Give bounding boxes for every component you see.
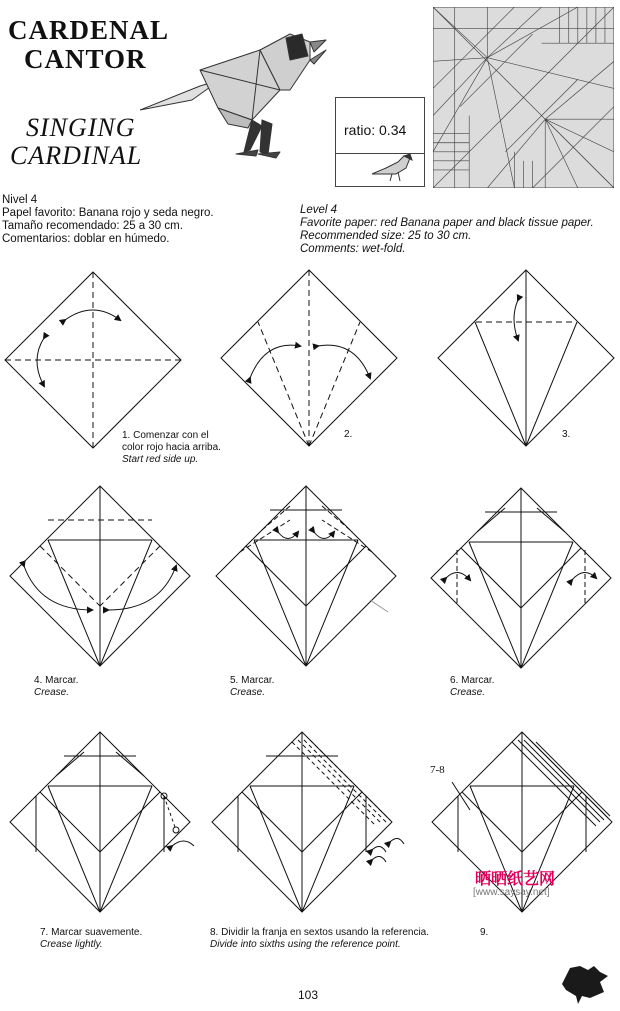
title-en-line2: CARDINAL	[10, 141, 143, 170]
step-1-caption	[122, 430, 221, 466]
step-2-diagram	[221, 270, 397, 446]
step-9-reference-label: 7-8	[430, 764, 445, 776]
step-7-text-en: Crease lightly.	[40, 939, 103, 950]
step-8-text-es: 8. Dividir la franja en sextos usando la referencia.	[210, 927, 430, 938]
step-6-text-es: 6. Marcar.	[450, 675, 495, 686]
size-en: Recommended size: 25 to 30 cm.	[300, 230, 472, 242]
step-6-diagram	[431, 488, 611, 668]
level-en: Level 4	[300, 204, 338, 216]
step-5-caption	[230, 675, 274, 699]
comments-es: Comentarios: doblar en húmedo.	[2, 233, 170, 245]
step-8-text-en: Divide into sixths using the reference point.	[210, 939, 401, 950]
step-5-diagram	[216, 486, 396, 666]
step-6-text-en: Crease.	[450, 687, 486, 698]
step-9-caption	[480, 927, 488, 939]
step-5-text-es: 5. Marcar.	[230, 675, 275, 686]
paper-en: Favorite paper: red Banana paper and black tissue paper.	[300, 217, 594, 229]
title-es-line2: CANTOR	[24, 44, 147, 74]
step-8-diagram	[212, 732, 404, 912]
step-4-diagram	[10, 486, 190, 666]
step-9-number: 9.	[480, 927, 489, 938]
step-1-text-en: Start red side up.	[122, 454, 199, 465]
comments-en: Comments: wet-fold.	[300, 243, 406, 255]
step-7-text-es: 7. Marcar suavemente.	[40, 927, 143, 938]
step-8-caption	[210, 927, 429, 951]
paper-es: Papel favorito: Banana rojo y seda negro.	[2, 207, 214, 219]
bird-silhouette-icon	[560, 962, 612, 1006]
title-en-line1: SINGING	[26, 113, 136, 142]
step-7-caption	[40, 927, 142, 951]
step-3-number: 3.	[562, 429, 571, 440]
page-number: 103	[298, 988, 319, 1002]
size-es: Tamaño recomendado: 25 a 30 cm.	[2, 220, 183, 232]
step-4-text-en: Crease.	[34, 687, 70, 698]
step-2-caption	[344, 429, 352, 441]
title-es-line1: CARDENAL	[8, 15, 170, 45]
step-1-text-es-2: color rojo hacia arriba.	[122, 442, 221, 453]
step-6-caption	[450, 675, 494, 699]
step-5-text-en: Crease.	[230, 687, 266, 698]
step-3-diagram	[438, 270, 614, 446]
step-7-diagram	[10, 732, 194, 912]
ratio-label: ratio: 0.34	[344, 122, 407, 138]
step-4-text-es: 4. Marcar.	[34, 675, 79, 686]
watermark-url: [www.saysay.net]	[473, 887, 550, 898]
step-3-caption	[562, 429, 570, 441]
level-es: Nivel 4	[2, 194, 38, 206]
step-4-caption	[34, 675, 78, 699]
watermark-brand: 晒晒纸艺网	[475, 871, 556, 888]
step-1-text-es: 1. Comenzar con el	[122, 430, 209, 441]
step-1-diagram	[5, 272, 181, 448]
step-2-number: 2.	[344, 429, 353, 440]
